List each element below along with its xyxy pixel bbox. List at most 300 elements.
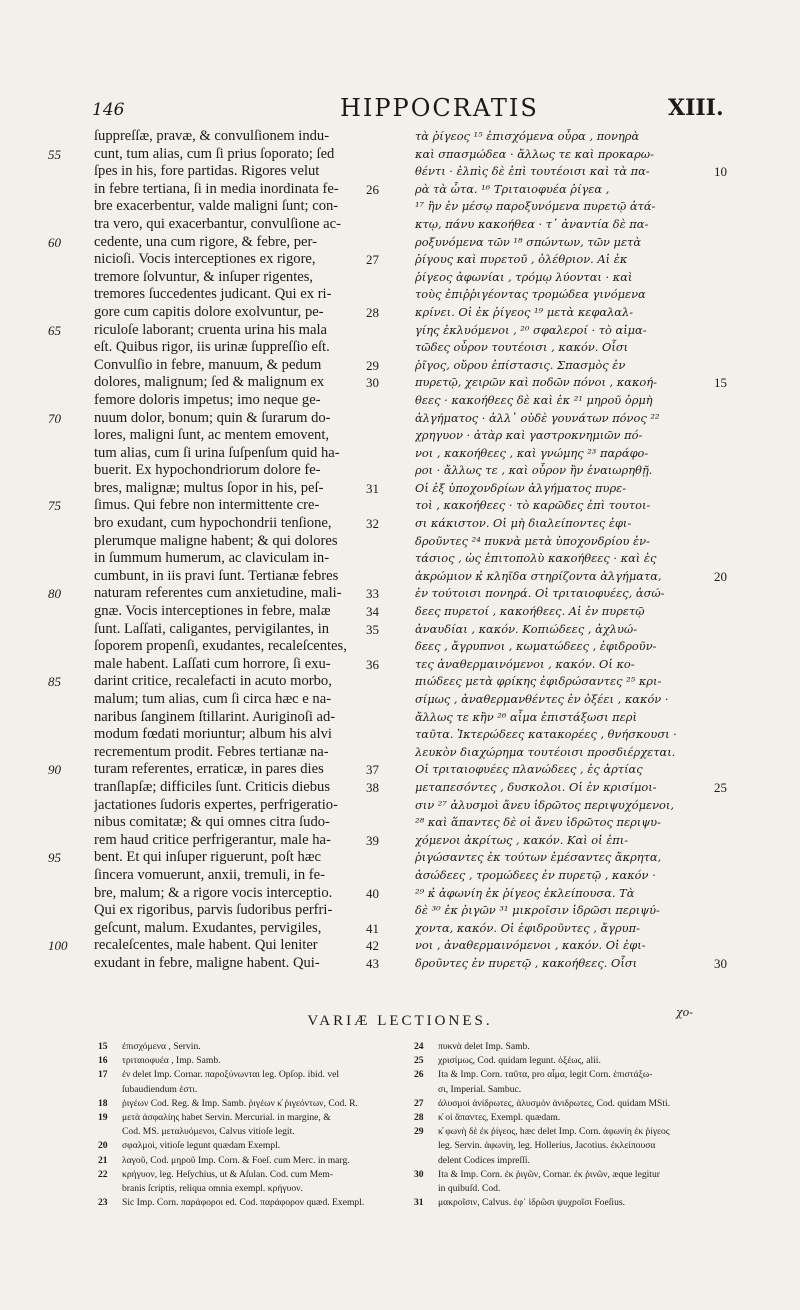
greek-text-line: ἐν τούτοισι πονηρά. Οἱ τριταιοφυέες, ἀσώ- bbox=[415, 586, 665, 601]
greek-text-line: ²⁹ κ̓ ἀφωνίη ἐκ ῥίγεος ἐκλείπουσα. Τὰ bbox=[415, 885, 635, 900]
aphorism-number bbox=[366, 849, 406, 867]
variant-note-text: in quibuſd. Cod. bbox=[438, 1182, 501, 1194]
variant-note-text: ῥιγέων Cod. Reg. & Imp. Samb. ῥιγέων κ̓ ῥιγεόντων, Cod. R. bbox=[122, 1097, 358, 1109]
aphorism-number bbox=[366, 691, 406, 709]
aphorism-number: 37 bbox=[366, 762, 379, 778]
latin-text-line: cedente, una cum rigore, & febre, per- bbox=[94, 233, 317, 250]
greek-text-line: δεες , ἄγρυπνοι , κωματώδεες , ἐφιδροῦν- bbox=[415, 639, 657, 654]
greek-text-line: τάσιος , ὡς ἐπιτοπολὺ κακοήθεες · καὶ ἐς bbox=[415, 551, 657, 566]
variant-note-number: 26 bbox=[414, 1069, 424, 1081]
latin-text-line: femore doloris impetus; imo neque ge- bbox=[94, 391, 321, 408]
latin-text-line: nuum dolor, bonum; quin & ſurarum do- bbox=[94, 409, 331, 426]
latin-text-line: bre exacerbentur, valde maligni ſunt; con- bbox=[94, 198, 339, 215]
margin-line-number bbox=[48, 656, 88, 674]
aphorism-number bbox=[366, 814, 406, 832]
latin-text-line: in ſummum humerum, ac claviculam in- bbox=[94, 550, 330, 567]
latin-text-line: ſimus. Qui febre non intermittente cre- bbox=[94, 497, 320, 514]
greek-text-line: ἀκρώμιον κ̓ κληῖδα στηρίζοντα ἀλγήματα, bbox=[415, 568, 662, 583]
greek-text-line: ταῦτα. Ἰκτερώδεες κατακορέες , θνήσκουσι · bbox=[415, 727, 677, 742]
latin-text-line: Convulſio in febre, manuum, & pedum bbox=[94, 356, 322, 373]
margin-line-number bbox=[48, 392, 88, 410]
greek-text-line: δὲ ³⁰ ἐκ ῥιγῶν ³¹ μικροῖσιν ἱδρῶσι περιψύ- bbox=[415, 903, 660, 918]
margin-line-number: 10 bbox=[714, 164, 727, 180]
latin-text-line: tum alias, cum ſi urina ſuſpenſum quid ha- bbox=[94, 444, 340, 461]
margin-line-number bbox=[48, 128, 88, 146]
variant-note-text: πυκνὰ delet Imp. Samb. bbox=[438, 1041, 530, 1052]
margin-line-number bbox=[48, 814, 88, 832]
aphorism-number bbox=[366, 286, 406, 304]
aphorism-number bbox=[366, 269, 406, 287]
margin-line-number bbox=[48, 726, 88, 744]
margin-line-number bbox=[714, 533, 754, 551]
margin-line-number bbox=[714, 410, 754, 428]
greek-text-line: ἀσώδεες , τρομώδεες ἐν πυρετῷ , κακόν · bbox=[415, 867, 656, 882]
margin-line-number bbox=[714, 656, 754, 674]
margin-line-number bbox=[48, 181, 88, 199]
margin-line-number: 20 bbox=[714, 568, 727, 584]
variant-note-text: κ̓ οἱ ἅπαντες, Exempl. quædam. bbox=[438, 1111, 561, 1123]
margin-line-number: 25 bbox=[714, 779, 727, 795]
latin-text-line: recaleſcentes, male habent. Qui leniter bbox=[94, 937, 318, 954]
aphorism-number: 42 bbox=[366, 938, 379, 954]
latin-text-line: nibus comitatæ; & qui omnes citra ſudo- bbox=[94, 814, 330, 831]
aphorism-number bbox=[366, 216, 406, 234]
margin-line-number bbox=[714, 251, 754, 269]
aphorism-number: 43 bbox=[366, 955, 379, 971]
variant-reading bbox=[98, 1040, 398, 1054]
margin-line-number bbox=[714, 726, 754, 744]
margin-line-number bbox=[714, 585, 754, 603]
variant-reading bbox=[98, 1054, 398, 1068]
greek-text-line: ἀλγήματος · ἀλλ᾽ οὐδὲ γουνάτων πόνος ²² bbox=[415, 410, 660, 425]
variant-note-number: 18 bbox=[98, 1097, 108, 1109]
latin-text-line: darint critice, recalefacti in acuto morbo, bbox=[94, 673, 332, 690]
latin-text-line: Qui ex rigoribus, parvis ſudoribus perfri- bbox=[94, 902, 333, 919]
latin-text-line: ſuppreſſæ, pravæ, & convulſionem indu- bbox=[94, 128, 330, 144]
margin-line-number bbox=[714, 480, 754, 498]
greek-text-line: τοὶ , κακοήθεες · τὸ καρῶδες ἐπὶ τουτοι- bbox=[415, 498, 651, 513]
variant-reading bbox=[98, 1139, 398, 1153]
greek-text-line: ¹⁷ ἢν ἐν μέσῳ παροξυνόμενα πυρετῷ ἀτά- bbox=[415, 199, 656, 214]
greek-text-line: κρίνει. Οἱ ἐκ ῥίγεος ¹⁹ μετὰ κεφαλαλ- bbox=[415, 304, 634, 319]
margin-line-number bbox=[48, 480, 88, 498]
margin-line-number bbox=[714, 709, 754, 727]
margin-line-number bbox=[714, 550, 754, 568]
aphorism-number: 32 bbox=[366, 516, 379, 532]
margin-line-number bbox=[48, 709, 88, 727]
margin-line-number: 65 bbox=[48, 322, 61, 338]
margin-line-number: 90 bbox=[48, 762, 61, 778]
aphorism-number: 30 bbox=[366, 375, 379, 391]
variant-note-number: 30 bbox=[414, 1168, 424, 1180]
aphorism-number: 33 bbox=[366, 586, 379, 602]
margin-line-number bbox=[714, 797, 754, 815]
greek-text-line: σίμως , ἀναθερμανθέντες ἐν ὀξέει , κακόν · bbox=[415, 692, 669, 706]
latin-text-line: riculoſe laborant; cruenta urina his mala bbox=[94, 321, 328, 338]
latin-text-line: naribus ſanginem ſtillarint. Auriginoſi ad- bbox=[94, 708, 336, 725]
aphorism-number bbox=[366, 445, 406, 463]
latin-text-line: modum fœdati moriuntur; album his alvi bbox=[94, 726, 332, 743]
variant-reading bbox=[98, 1168, 398, 1182]
greek-text-line: σιν ²⁷ ἀλυσμοὶ ἄνευ ἱδρῶτος περιψυχόμενοι, bbox=[415, 797, 675, 812]
variant-reading bbox=[98, 1154, 398, 1168]
margin-line-number bbox=[48, 832, 88, 850]
greek-text-line: ροξυνόμενα τῶν ¹⁸ σπώντων, τῶν μετὰ bbox=[415, 234, 642, 249]
greek-text-line: ῥίγεος ἀφωνίαι , τρόμῳ λύονται · καὶ bbox=[415, 269, 633, 284]
variant-reading bbox=[414, 1083, 714, 1097]
variant-reading bbox=[98, 1182, 398, 1196]
aphorism-number bbox=[366, 726, 406, 744]
latin-text-line: ſunt. Laſſati, caligantes, pervigilantes, in bbox=[94, 620, 330, 637]
aphorism-number bbox=[366, 673, 406, 691]
variant-reading bbox=[414, 1125, 714, 1139]
variant-reading bbox=[98, 1196, 398, 1210]
variant-note-text: σφαλμοὶ, vitioſe legunt quædam Exempl. bbox=[122, 1140, 281, 1152]
greek-text-line: τοὺς ἐπιῤῥιγέοντας τρομώδεα γινόμενα bbox=[415, 287, 646, 302]
aphorism-number bbox=[366, 410, 406, 428]
greek-text-line: μεταπεσόντες , δυσκολοι. Οἱ ἐν κρισίμοι- bbox=[415, 779, 657, 794]
variant-note-text: λαγοῦ, Cod. μηροῦ Imp. Corn. & Foeſ. cum Merc. in marg. bbox=[122, 1154, 350, 1166]
latin-text-line: tra vero, qui exacerbantur, convulſione ac- bbox=[94, 215, 341, 232]
latin-line-numbers bbox=[48, 128, 88, 973]
greek-text-line: σι κάκιστον. Οἱ μὴ διαλείποντες ἐφι- bbox=[415, 516, 632, 531]
margin-line-number bbox=[714, 216, 754, 234]
margin-line-number bbox=[48, 603, 88, 621]
greek-text-line: δροῦντες ²⁴ πυκνὰ μετὰ ὑποχονδρίου ἐν- bbox=[415, 533, 650, 548]
aphorism-number bbox=[366, 392, 406, 410]
margin-line-number: 60 bbox=[48, 234, 61, 250]
variae-lectiones-heading: VARIÆ LECTIONES. bbox=[307, 1013, 493, 1029]
variant-readings-right bbox=[414, 1040, 714, 1210]
latin-text-line: tranſlapſæ; difficiles ſunt. Criticis diebus bbox=[94, 778, 331, 795]
margin-line-number bbox=[714, 497, 754, 515]
margin-line-number: 55 bbox=[48, 146, 61, 162]
latin-text-line: ſpes in his, fore partidas. Rigores velut bbox=[94, 163, 320, 180]
variant-note-number: 24 bbox=[414, 1041, 424, 1052]
margin-line-number bbox=[714, 867, 754, 885]
aphorism-number bbox=[366, 568, 406, 586]
greek-text-line: ροι · ἄλλως τε , καὶ οὖρον ἢν ἐναιωρηθῇ. bbox=[415, 463, 653, 478]
margin-line-number bbox=[714, 885, 754, 903]
page-number: 146 bbox=[92, 100, 125, 120]
aphorism-number: 40 bbox=[366, 885, 379, 901]
margin-line-number bbox=[48, 251, 88, 269]
margin-line-number: 70 bbox=[48, 410, 61, 426]
variant-note-text: Sic Imp. Corn. παράφοροι ed. Cod. παράφορον quæd. Exempl. bbox=[122, 1197, 365, 1209]
latin-text-line: recrementum prodit. Febres tertianæ na- bbox=[94, 743, 329, 760]
catchword: χο- bbox=[676, 1006, 694, 1019]
variant-note-text: μακροῖσιν, Calvus. ἐφ᾽ ἱδρῶσι ψυχροῖσι Foeſius. bbox=[438, 1197, 625, 1209]
margin-line-number bbox=[714, 515, 754, 533]
aphorism-number bbox=[366, 163, 406, 181]
margin-line-number bbox=[48, 638, 88, 656]
aphorism-number bbox=[366, 128, 406, 146]
margin-line-number: 95 bbox=[48, 850, 61, 866]
variant-note-text: ſubaudiendum ἐστι. bbox=[122, 1083, 198, 1095]
latin-text-line: ſincera vomuerunt, anxii, tremuli, in fe- bbox=[94, 866, 325, 883]
variant-note-text: Ita & Imp. Corn. ἐκ ῥιγῶν, Cornar. ἐκ ῥινῶν, æque legitur bbox=[438, 1168, 660, 1180]
latin-text-line: male habent. Laſſati cum horrore, ſi exu- bbox=[94, 655, 331, 672]
margin-line-number: 30 bbox=[714, 955, 727, 971]
latin-text-line: exudant in febre, maligne habent. Qui- bbox=[94, 954, 320, 971]
latin-text-line: nicioſi. Vocis interceptiones ex rigore, bbox=[94, 251, 316, 268]
margin-line-number bbox=[714, 814, 754, 832]
variant-note-text: ἐν delet Imp. Cornar. παροξύνωνται leg. Opſop. ibid. vel bbox=[122, 1069, 340, 1081]
margin-line-number bbox=[714, 691, 754, 709]
margin-line-number bbox=[48, 797, 88, 815]
aphorism-number bbox=[366, 797, 406, 815]
aphorism-number bbox=[366, 322, 406, 340]
latin-text-line: geſcunt, malum. Exudantes, pervigiles, bbox=[94, 919, 322, 936]
aphorism-number: 26 bbox=[366, 181, 379, 197]
margin-line-number bbox=[714, 621, 754, 639]
variant-reading bbox=[414, 1054, 714, 1068]
variant-note-text: delent Codices impreſſi. bbox=[438, 1154, 530, 1166]
margin-line-number bbox=[714, 234, 754, 252]
variant-note-number: 19 bbox=[98, 1111, 108, 1123]
margin-line-number bbox=[48, 163, 88, 181]
aphorism-number bbox=[366, 709, 406, 727]
aphorism-number: 34 bbox=[366, 604, 379, 620]
margin-line-number bbox=[714, 339, 754, 357]
greek-text-line: γίης ἐκλυόμενοι , ²⁰ σφαλεροί · τὸ αἱμα- bbox=[415, 322, 647, 337]
margin-line-number bbox=[48, 198, 88, 216]
variant-note-number: 31 bbox=[414, 1197, 424, 1209]
latin-text-line: bro exudant, cum hypochondrii tenſione, bbox=[94, 515, 332, 532]
aphorism-number bbox=[366, 533, 406, 551]
variant-note-number: 28 bbox=[414, 1111, 424, 1123]
margin-line-number bbox=[48, 902, 88, 920]
variant-note-text: χρισίμως, Cod. quidam legunt. ὀξέως, alii. bbox=[438, 1055, 601, 1067]
greek-text-line: χοντα, κακόν. Οἱ ἐφιδροῦντες , ἄγρυπ- bbox=[415, 920, 640, 935]
aphorism-number: 35 bbox=[366, 621, 379, 637]
latin-text-line: bre, malum; & a rigore vocis interceptio. bbox=[94, 884, 333, 901]
latin-text-line: naturam referentes cum anxietudine, mali- bbox=[94, 585, 342, 602]
variant-note-number: 25 bbox=[414, 1055, 424, 1067]
aphorism-number bbox=[366, 198, 406, 216]
variant-reading bbox=[414, 1139, 714, 1153]
running-head bbox=[0, 92, 800, 126]
margin-line-number bbox=[714, 269, 754, 287]
margin-line-number bbox=[48, 867, 88, 885]
greek-text-line: τες ἀναθερμαινόμενοι , κακόν. Οἱ κο- bbox=[415, 656, 635, 671]
margin-line-number bbox=[48, 885, 88, 903]
margin-line-number bbox=[48, 533, 88, 551]
greek-text-line: ρὰ τὰ ὦτα. ¹⁶ Τριταιοφυέα ῥίγεα , bbox=[415, 181, 610, 196]
greek-text-line: Οἱ ἐξ ὑποχονδρίων ἀλγήματος πυρε- bbox=[415, 480, 627, 495]
greek-text-line: ²⁸ καὶ ἅπαντες δὲ οἱ ἄνευ ἱδρῶτος περιψυ- bbox=[415, 815, 661, 830]
aphorism-number bbox=[366, 427, 406, 445]
variant-note-text: Cod. MS. μεταλυόμενοι, Calvus vitioſe legit. bbox=[122, 1126, 295, 1138]
variant-reading bbox=[414, 1182, 714, 1196]
greek-text-line: δεες πυρετοί , κακοήθεες. Αἱ ἐν πυρετῷ bbox=[415, 604, 645, 619]
margin-line-number: 80 bbox=[48, 586, 61, 602]
variant-note-text: κρήγυον, leg. Heſychius, ut & Aſulan. Cod. cum Mem- bbox=[122, 1168, 334, 1180]
greek-text-line: πιώδεες μετὰ φρίκης ἐφιδρώσαντες ²⁵ κρι- bbox=[415, 674, 662, 689]
greek-text-line: ἄλλως τε κἢν ²⁶ αἷμα ἐπιστάξωσι περὶ bbox=[415, 709, 637, 724]
margin-line-number bbox=[48, 216, 88, 234]
latin-text-line: rem haud critice perfrigerantur, male ha- bbox=[94, 831, 331, 848]
variant-note-number: 20 bbox=[98, 1140, 108, 1152]
margin-line-number bbox=[714, 920, 754, 938]
aphorism-number: 29 bbox=[366, 357, 379, 373]
aphorism-number: 28 bbox=[366, 304, 379, 320]
greek-line-numbers bbox=[714, 128, 754, 973]
variant-reading bbox=[414, 1068, 714, 1082]
margin-line-number bbox=[48, 779, 88, 797]
latin-text-line: bent. Et qui inſuper riguerunt, poſt hæc bbox=[94, 849, 321, 866]
aphorism-number: 38 bbox=[366, 779, 379, 795]
latin-text-line: plerumque maligne habent; & qui dolores bbox=[94, 532, 338, 549]
greek-text-line: Οἱ τριταιοφυέες πλανώδεες , ἐς ἀρτίας bbox=[415, 762, 643, 777]
margin-line-number bbox=[48, 955, 88, 973]
margin-line-number: 85 bbox=[48, 674, 61, 690]
latin-text-line: buerit. Ex hypochondriorum dolore fe- bbox=[94, 462, 321, 479]
margin-line-number bbox=[48, 515, 88, 533]
variant-reading bbox=[414, 1040, 714, 1054]
margin-line-number bbox=[48, 568, 88, 586]
aphorism-number bbox=[366, 497, 406, 515]
margin-line-number bbox=[48, 621, 88, 639]
aphorism-numbers bbox=[366, 128, 406, 973]
running-title: HIPPOCRATIS bbox=[340, 94, 539, 122]
greek-text-column bbox=[415, 128, 705, 973]
greek-text-line: τὰ ῥίγεος ¹⁵ ἐπισχόμενα οὖρα , πονηρὰ bbox=[415, 129, 640, 143]
latin-text-line: ſoporem propenſi, exudantes, recaleſcentes, bbox=[94, 638, 347, 655]
aphorism-number: 27 bbox=[366, 252, 379, 268]
margin-line-number bbox=[48, 374, 88, 392]
margin-line-number bbox=[714, 603, 754, 621]
aphorism-number bbox=[366, 550, 406, 568]
variant-note-text: branis ſcriptis, reliqua omnia exempl. κρήγυον. bbox=[122, 1182, 303, 1194]
variant-note-number: 22 bbox=[98, 1168, 108, 1180]
margin-line-number bbox=[714, 832, 754, 850]
greek-text-line: δροῦντες ἐν πυρετῷ , κακοήθεες. Οἷσι bbox=[415, 955, 638, 970]
variant-note-number: 23 bbox=[98, 1197, 108, 1209]
margin-line-number bbox=[714, 286, 754, 304]
greek-text-line: πυρετῷ, χειρῶν καὶ ποδῶν πόνοι , κακοή- bbox=[415, 375, 657, 390]
variant-reading bbox=[414, 1154, 714, 1168]
variant-note-text: ἀλυσμοὶ ἀνίδρωτες, ἀλυσμὸν ἀνιδρωτες, Cod. quidam MSti. bbox=[438, 1097, 671, 1109]
margin-line-number bbox=[48, 550, 88, 568]
margin-line-number bbox=[48, 286, 88, 304]
greek-text-line: θεες · κακοήθεες δὲ καὶ ἐκ ²¹ μηροῦ ὁρμὴ bbox=[415, 392, 653, 407]
margin-line-number bbox=[48, 357, 88, 375]
margin-line-number bbox=[714, 198, 754, 216]
margin-line-number bbox=[714, 638, 754, 656]
variant-reading bbox=[98, 1125, 398, 1139]
variant-note-number: 29 bbox=[414, 1126, 424, 1138]
aphorism-number: 31 bbox=[366, 480, 379, 496]
aphorism-number bbox=[366, 744, 406, 762]
margin-line-number bbox=[714, 304, 754, 322]
margin-line-number bbox=[714, 937, 754, 955]
greek-text-line: νοι , ἀναθερμαινόμενοι , κακόν. Οἱ ἐφι- bbox=[415, 938, 646, 953]
greek-text-line: ῥίγους καὶ πυρετοῦ , ὀλέθριον. Αἱ ἐκ bbox=[415, 252, 628, 267]
margin-line-number: 100 bbox=[48, 938, 68, 954]
aphorism-number bbox=[366, 146, 406, 164]
variant-note-text: τριταιοφυέα , Imp. Samb. bbox=[122, 1055, 221, 1067]
margin-line-number: 15 bbox=[714, 375, 727, 391]
latin-text-line: bres, malignæ; multus ſopor in his, peſ- bbox=[94, 479, 324, 496]
latin-text-line: in febre tertiana, ſi in media inordinata fe- bbox=[94, 180, 339, 197]
variant-reading bbox=[414, 1168, 714, 1182]
latin-text-line: tremores ſuccedentes judicant. Qui ex ri- bbox=[94, 286, 332, 303]
greek-text-line: ῥιγώσαντες ἐκ τούτων ἐμέσαντες ἄκρητα, bbox=[415, 850, 662, 865]
variant-reading bbox=[98, 1097, 398, 1111]
latin-text-column bbox=[94, 128, 362, 973]
margin-line-number bbox=[714, 761, 754, 779]
latin-text-line: turam referentes, erraticæ, in pares dies bbox=[94, 761, 324, 778]
margin-line-number: 75 bbox=[48, 498, 61, 514]
latin-text-line: lores, maligni ſunt, ac mentem emovent, bbox=[94, 427, 330, 444]
aphorism-number: 36 bbox=[366, 656, 379, 672]
aphorism-number bbox=[366, 867, 406, 885]
aphorism-number: 39 bbox=[366, 832, 379, 848]
section-number: XIII. bbox=[668, 95, 724, 121]
latin-text-line: tremore ſolvuntur, & inſuper rigentes, bbox=[94, 268, 314, 285]
greek-text-line: ἀναυδίαι , κακόν. Κοπιώδεες , ἀχλυώ- bbox=[415, 621, 638, 636]
margin-line-number bbox=[714, 744, 754, 762]
variant-readings-left bbox=[98, 1040, 398, 1210]
greek-text-line: λευκὸν διαχώρημα τουτέοισι προσδιέρχεται. bbox=[415, 744, 676, 759]
variant-note-text: κ̓ φωνὴ δὲ ἐκ ῥίγεος, hæc delet Imp. Corn. ἀφωνίη ἐκ ῥίγεος bbox=[438, 1126, 670, 1138]
variant-note-text: σι, Imperial. Sambuc. bbox=[438, 1083, 522, 1095]
latin-text-line: eſt. Quibus rigor, iis urinæ ſuppreſſio eſt. bbox=[94, 339, 330, 356]
variant-note-text: leg. Servin. ἀφωνίη, leg. Hollerius, Jacotius. ἐκλείπουσα bbox=[438, 1140, 656, 1152]
margin-line-number bbox=[714, 445, 754, 463]
margin-line-number bbox=[714, 902, 754, 920]
margin-line-number bbox=[48, 427, 88, 445]
greek-text-line: χόμενοι ἀκρίτως , κακόν. Καὶ οἱ ἐπι- bbox=[415, 832, 629, 847]
greek-text-line: θέντι · ἐλπὶς δὲ ἐπὶ τουτέοισι καὶ τὰ πα- bbox=[415, 164, 650, 179]
greek-text-line: κτῳ, πάνυ κακοήθεα · τ᾽ ἀναντία δὲ πα- bbox=[415, 216, 649, 231]
margin-line-number bbox=[48, 691, 88, 709]
margin-line-number bbox=[48, 744, 88, 762]
variant-reading bbox=[98, 1083, 398, 1097]
variant-reading bbox=[98, 1068, 398, 1082]
margin-line-number bbox=[714, 128, 754, 146]
greek-text-line: ῥῖγος, οὔρου ἐπίστασις. Σπασμὸς ἐν bbox=[415, 357, 626, 372]
margin-line-number bbox=[48, 304, 88, 322]
aphorism-number bbox=[366, 234, 406, 252]
margin-line-number bbox=[48, 462, 88, 480]
variant-reading bbox=[414, 1097, 714, 1111]
variant-note-text: Ita & Imp. Corn. ταῦτα, pro αἷμα, legit Corn. ἐπιστάξω- bbox=[438, 1069, 653, 1081]
latin-text-line: jactationes ſudoris expertes, perfrigeratio- bbox=[94, 796, 338, 813]
latin-text-line: cunt, tum alias, cum ſi prius ſoporato; ſed bbox=[94, 145, 335, 162]
variant-note-number: 16 bbox=[98, 1055, 108, 1067]
margin-line-number bbox=[714, 392, 754, 410]
variant-note-number: 17 bbox=[98, 1069, 108, 1081]
variant-note-number: 21 bbox=[98, 1154, 108, 1166]
margin-line-number bbox=[714, 357, 754, 375]
latin-text-line: dolores, malignum; ſed & malignum ex bbox=[94, 374, 325, 391]
variant-note-number: 15 bbox=[98, 1041, 108, 1052]
margin-line-number bbox=[48, 269, 88, 287]
greek-text-line: χρηγυον · ἀτὰρ καὶ γαστροκνημιῶν πό- bbox=[415, 428, 643, 443]
margin-line-number bbox=[48, 445, 88, 463]
latin-text-line: gnæ. Vocis interceptiones in febre, malæ bbox=[94, 603, 331, 620]
aphorism-number: 41 bbox=[366, 920, 379, 936]
aphorism-number bbox=[366, 339, 406, 357]
margin-line-number bbox=[714, 427, 754, 445]
variant-note-text: μετὰ ἀσφαλίης habet Servin. Mercurial. in margine, & bbox=[122, 1111, 331, 1123]
margin-line-number bbox=[714, 849, 754, 867]
variant-reading bbox=[414, 1111, 714, 1125]
variant-reading bbox=[98, 1111, 398, 1125]
margin-line-number bbox=[714, 146, 754, 164]
